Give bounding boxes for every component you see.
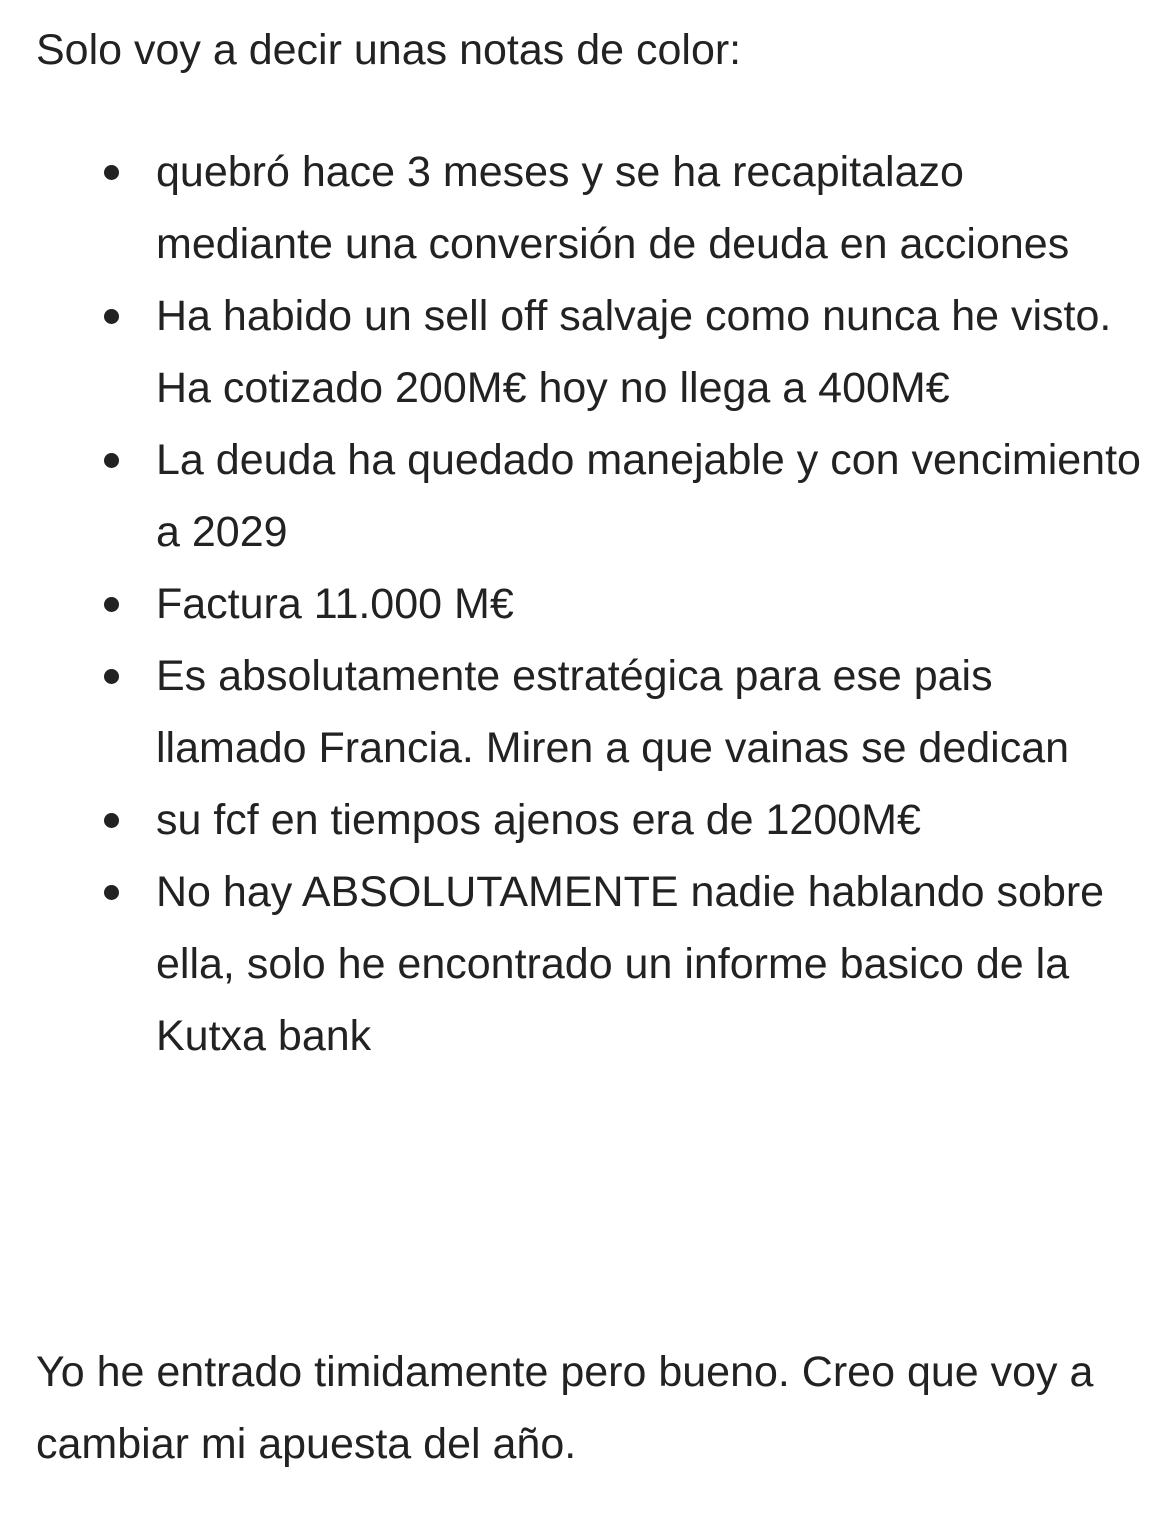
bullet-icon [104,309,119,324]
list-item-text: Es absolutamente estratégica para ese pais llamado Francia. Miren a que vainas se dedican [156,652,1070,772]
bullet-icon [104,885,119,900]
list-item [0,856,1170,1072]
list-item-text: Factura 11.000 M€ [156,580,514,628]
list-item-text: La deuda ha quedado manejable y con vencimiento a 2029 [156,436,1141,556]
list-item [0,640,1170,784]
intro-paragraph: Solo voy a decir unas notas de color: [36,26,742,74]
notes-list [0,136,1170,1072]
list-item [0,280,1170,424]
list-item [0,784,1170,856]
outro-paragraph: Yo he entrado timidamente pero bueno. Creo que voy a cambiar mi apuesta del año. [36,1348,1094,1468]
bullet-icon [104,813,119,828]
list-item [0,568,1170,640]
list-item-text: No hay ABSOLUTAMENTE nadie hablando sobre ella, solo he encontrado un informe basico de la Kutxa bank [156,868,1105,1060]
list-item-text: Ha habido un sell off salvaje como nunca he visto. Ha cotizado 200M€ hoy no llega a 400M€ [156,292,1112,412]
bullet-icon [104,165,119,180]
bullet-icon [104,453,119,468]
list-item [0,136,1170,280]
bullet-icon [104,597,119,612]
list-item [0,424,1170,568]
list-item-text: quebró hace 3 meses y se ha recapitalazo mediante una conversión de deuda en acciones [156,148,1070,268]
bullet-icon [104,669,119,684]
list-item-text: su fcf en tiempos ajenos era de 1200M€ [156,796,921,844]
